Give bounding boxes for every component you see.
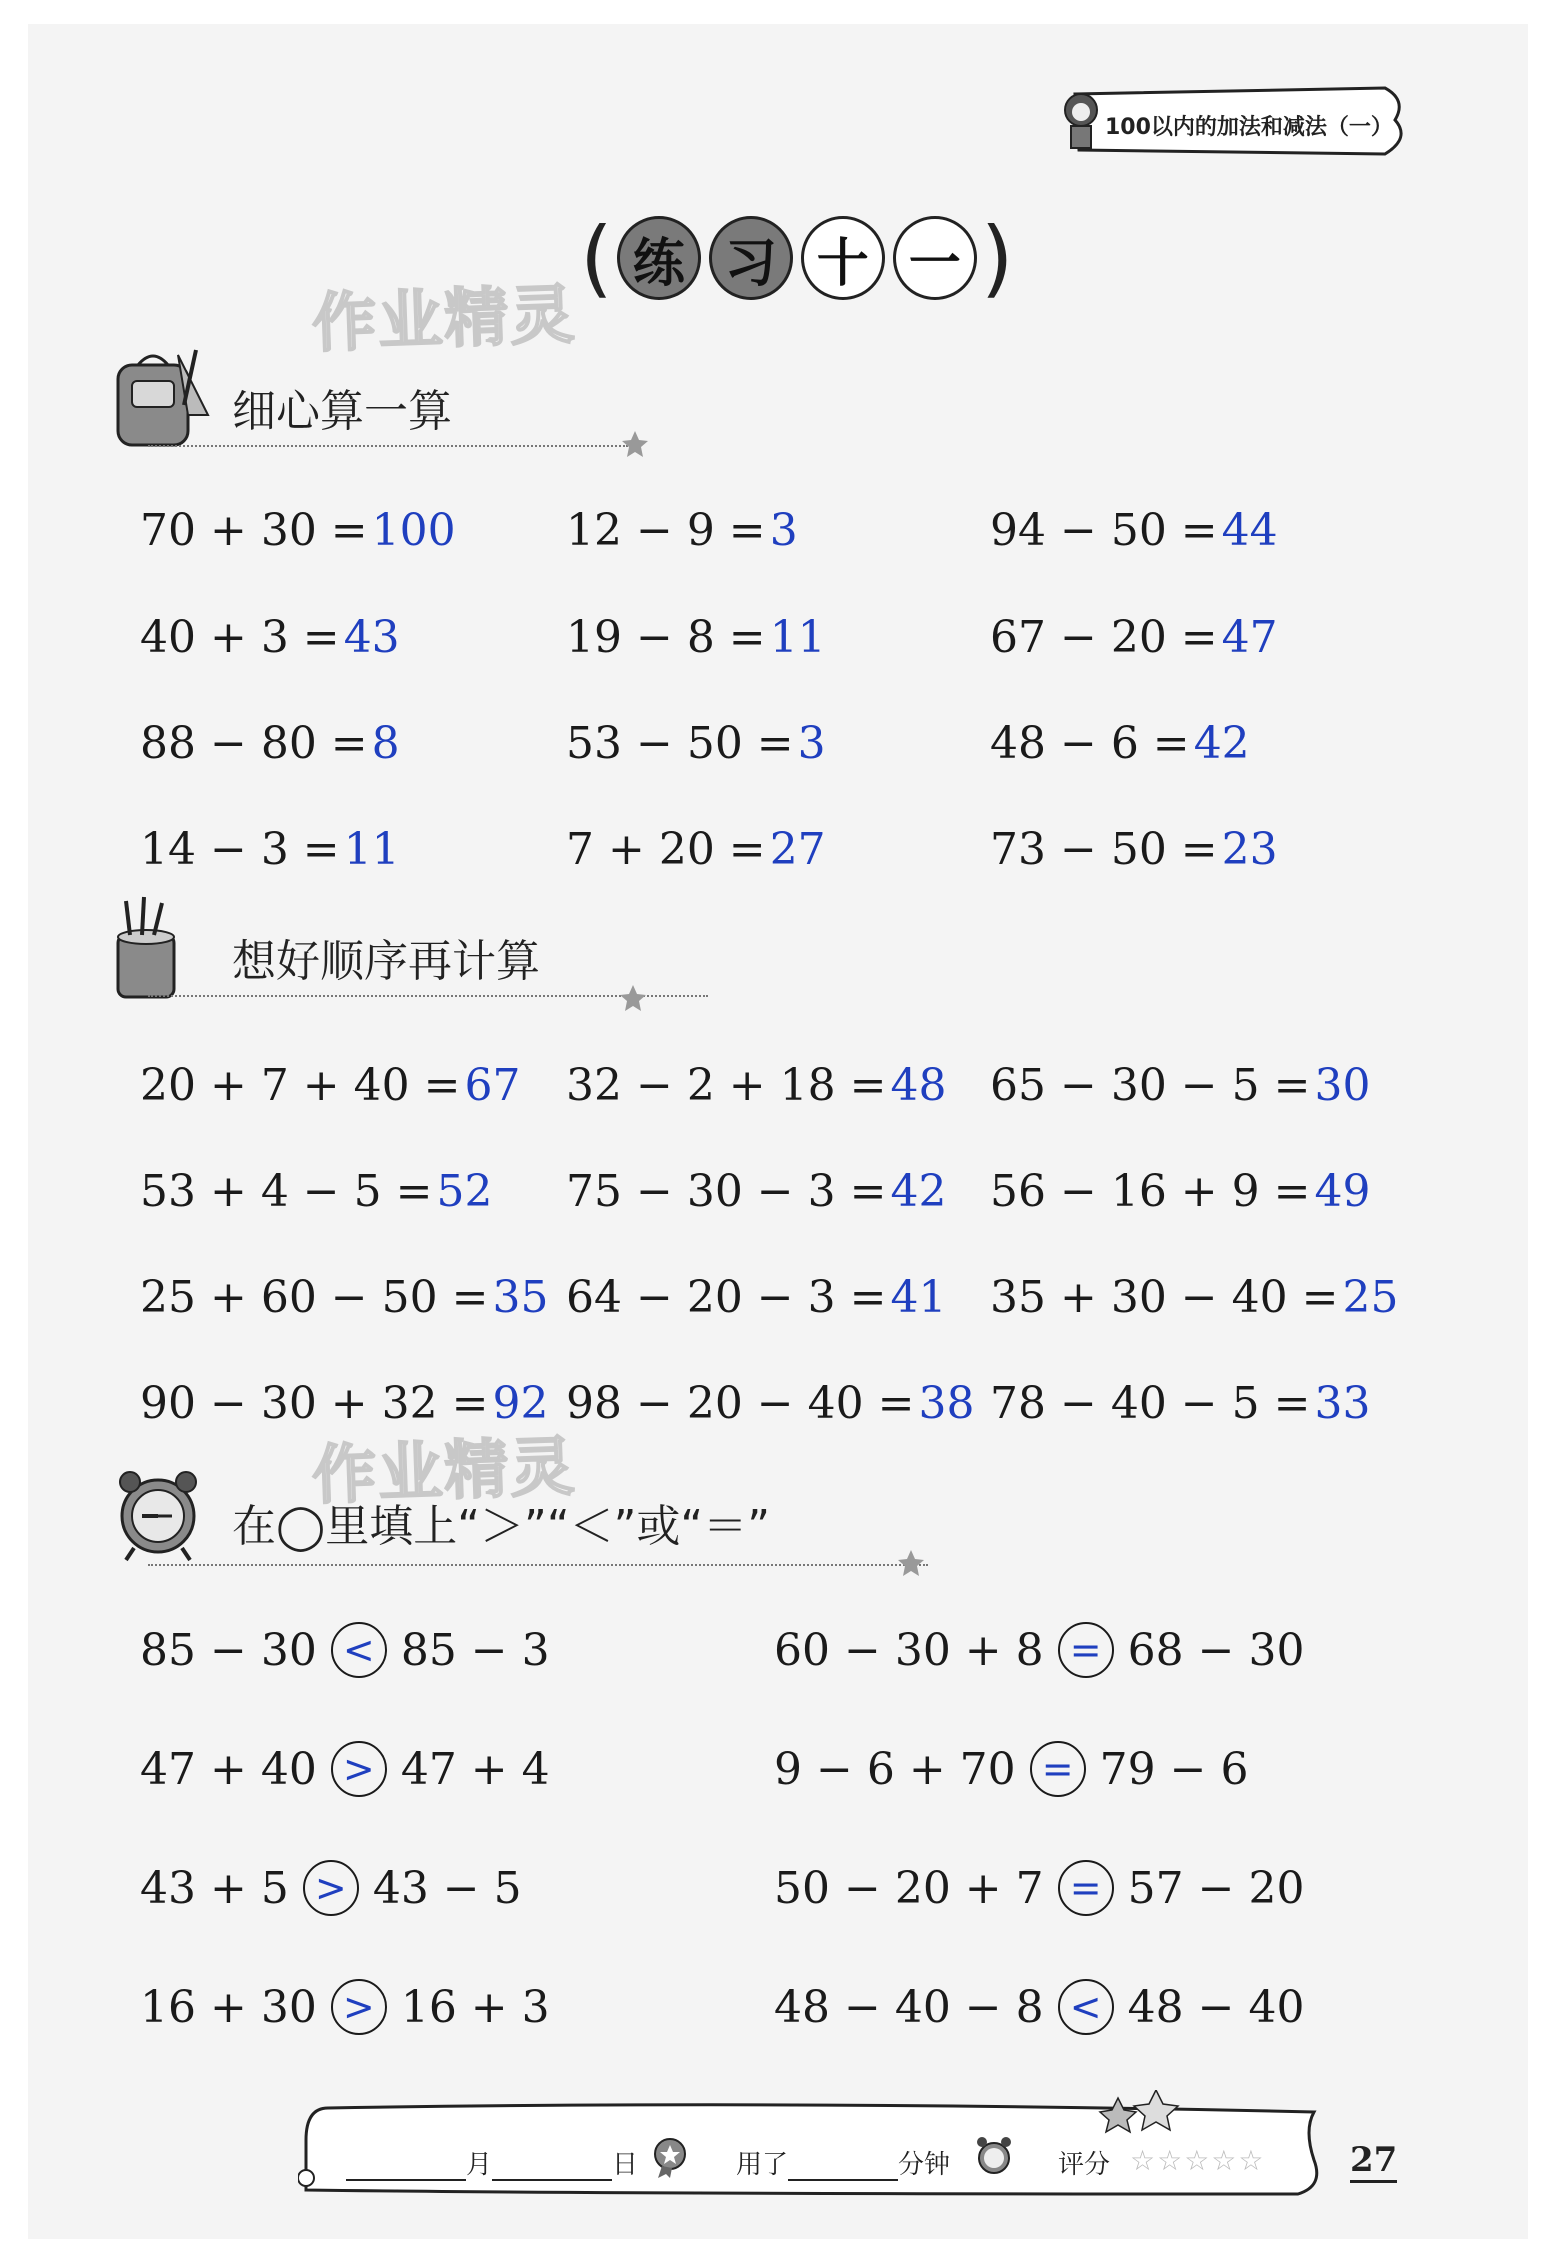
compare-row-5: 43 + 5 > 43 − 5: [140, 1860, 522, 1916]
footer-score-label: 评分: [1058, 2150, 1111, 2180]
alarm-clock-icon: [108, 1460, 218, 1570]
banner-title: 100以内的加法和减法（一）: [1105, 115, 1393, 140]
page-number: 27: [1350, 2140, 1397, 2183]
order-eq-10: 90 − 30 + 32 =92: [140, 1378, 549, 1429]
star-icon: [620, 429, 650, 459]
careful-eq-7: 88 − 80 =8: [140, 718, 400, 769]
careful-eq-1: 70 + 30 =100: [140, 505, 456, 556]
order-eq-2: 32 − 2 + 18 =48: [566, 1060, 947, 1111]
section-careful-underline: [148, 445, 628, 447]
order-eq-11: 98 − 20 − 40 =38: [566, 1378, 975, 1429]
careful-eq-9: 48 − 6 =42: [990, 718, 1250, 769]
section-compare-underline: [148, 1564, 928, 1566]
watermark-middle: 作业精灵: [310, 1430, 578, 1514]
title-char-4: 一: [893, 216, 977, 300]
section-careful-calc: [108, 345, 668, 455]
exercise-title: [580, 208, 1014, 308]
careful-eq-8: 53 − 50 =3: [566, 718, 826, 769]
compare-answer-circle: <: [331, 1622, 387, 1678]
compare-answer-circle: =: [1058, 1622, 1114, 1678]
order-eq-6: 56 − 16 + 9 =49: [990, 1166, 1371, 1217]
careful-eq-12: 73 − 50 =23: [990, 824, 1278, 875]
order-eq-5: 75 − 30 − 3 =42: [566, 1166, 947, 1217]
compare-answer-circle: >: [331, 1741, 387, 1797]
star-icon: [896, 1548, 926, 1578]
title-char-2: 习: [709, 216, 793, 300]
title-paren-right: ): [980, 209, 1014, 307]
order-eq-8: 64 − 20 − 3 =41: [566, 1272, 947, 1323]
order-eq-3: 65 − 30 − 5 =30: [990, 1060, 1371, 1111]
compare-row-1: 85 − 30 < 85 − 3: [140, 1622, 550, 1678]
pencil-cup-icon: [108, 895, 218, 1005]
day-blank[interactable]: [492, 2155, 612, 2181]
careful-eq-4: 40 + 3 =43: [140, 612, 400, 663]
watermark-top: 作业精灵: [310, 278, 578, 362]
chapter-banner: [1055, 80, 1415, 160]
star-icon: [618, 983, 648, 1013]
section-order-calc: [108, 895, 668, 1005]
section-careful-title: 细心算一算: [232, 386, 452, 437]
compare-row-4: 9 − 6 + 70 = 79 − 6: [774, 1741, 1248, 1797]
order-eq-7: 25 + 60 − 50 =35: [140, 1272, 549, 1323]
order-eq-1: 20 + 7 + 40 =67: [140, 1060, 521, 1111]
footer-time-used: 用了 分钟: [736, 2150, 951, 2180]
compare-row-6: 50 − 20 + 7 = 57 − 20: [774, 1860, 1304, 1916]
compare-answer-circle: <: [1058, 1979, 1114, 2035]
backpack-icon: [108, 345, 218, 455]
careful-eq-2: 12 − 9 =3: [566, 505, 798, 556]
title-char-3: 十: [801, 216, 885, 300]
careful-eq-5: 19 − 8 =11: [566, 612, 826, 663]
compare-answer-circle: >: [303, 1860, 359, 1916]
section-order-title: 想好顺序再计算: [232, 936, 540, 987]
compare-answer-circle: =: [1030, 1741, 1086, 1797]
footer-record-bar: [298, 2090, 1328, 2200]
careful-eq-6: 67 − 20 =47: [990, 612, 1278, 663]
order-eq-9: 35 + 30 − 40 =25: [990, 1272, 1399, 1323]
section-compare-title: 在◯里填上“＞”“＜”或“＝”: [232, 1501, 771, 1552]
order-eq-12: 78 − 40 − 5 =33: [990, 1378, 1371, 1429]
compare-row-7: 16 + 30 > 16 + 3: [140, 1979, 550, 2035]
medal-icon: [650, 2136, 690, 2180]
compare-answer-circle: =: [1058, 1860, 1114, 1916]
score-stars[interactable]: ☆☆☆☆☆: [1130, 2144, 1266, 2177]
minutes-blank[interactable]: [788, 2155, 898, 2181]
compare-row-2: 60 − 30 + 8 = 68 − 30: [774, 1622, 1304, 1678]
title-char-1: 练: [617, 216, 701, 300]
compare-answer-circle: >: [331, 1979, 387, 2035]
careful-eq-10: 14 − 3 =11: [140, 824, 400, 875]
title-paren-left: (: [580, 209, 613, 307]
section-compare: [108, 1460, 928, 1570]
footer-date: 月 日: [346, 2144, 638, 2181]
careful-eq-11: 7 + 20 =27: [566, 824, 826, 875]
compare-row-3: 47 + 40 > 47 + 4: [140, 1741, 550, 1797]
compare-row-8: 48 − 40 − 8 < 48 − 40: [774, 1979, 1304, 2035]
alarm-clock-small-icon: [974, 2134, 1014, 2178]
order-eq-4: 53 + 4 − 5 =52: [140, 1166, 493, 1217]
month-blank[interactable]: [346, 2155, 466, 2181]
careful-eq-3: 94 − 50 =44: [990, 505, 1278, 556]
